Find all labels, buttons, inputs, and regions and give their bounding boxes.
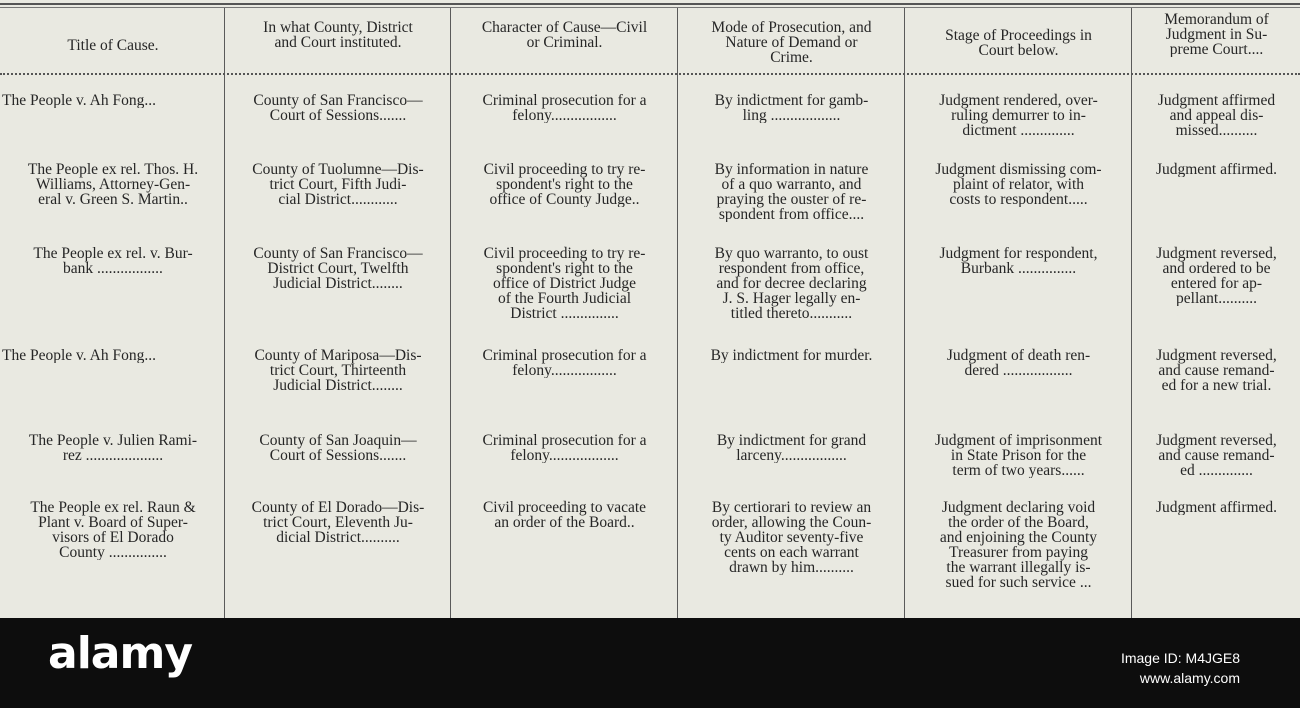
table-cell-mode: By quo warranto, to oust respondent from office, and for decree declaring J. S. Hager legally en- titled thereto........... — [714, 246, 869, 321]
column-divider — [1131, 8, 1132, 618]
table-cell-memorandum: Judgment reversed, and cause remand- ed .............. — [1156, 433, 1277, 478]
table-cell-county: County of San Joaquin— Court of Sessions....... — [259, 433, 417, 463]
table-cell-character: Civil proceeding to vacate an order of the Board.. — [482, 500, 647, 530]
table-cell-character: Criminal prosecution for a felony................. — [482, 93, 647, 123]
table-cell-mode: By indictment for gamb- ling .................. — [714, 93, 869, 123]
header-stage-of-proceedings: Stage of Proceedings in Court below. — [945, 28, 1092, 58]
alamy-logo[interactable]: alamy — [48, 628, 192, 679]
site-url-link[interactable]: www.alamy.com — [1139, 670, 1240, 686]
column-divider — [677, 8, 678, 618]
top-rule-thin — [0, 7, 1300, 8]
table-cell-stage: Judgment declaring void the order of the Board, and enjoining the County Treasurer from paying the warrant illegally is- sued for such service ... — [939, 500, 1098, 590]
table-cell-mode: By indictment for murder. — [710, 348, 873, 363]
column-divider — [904, 8, 905, 618]
table-cell-memorandum: Judgment reversed, and ordered to be entered for ap- pellant.......... — [1156, 246, 1277, 306]
table-cell-county: County of San Francisco— Court of Sessions....... — [253, 93, 423, 123]
table-cell-character: Civil proceeding to try re- spondent's right to the office of County Judge.. — [483, 162, 646, 207]
table-cell-title: The People ex rel. Thos. H. Williams, Attorney-Gen- eral v. Green S. Martin.. — [27, 162, 199, 207]
table-cell-character: Criminal prosecution for a felony................. — [482, 348, 647, 378]
table-cell-mode: By information in nature of a quo warranto, and praying the ouster of re- spondent from office.... — [714, 162, 869, 222]
column-divider — [450, 8, 451, 618]
header-mode-of-prosecution: Mode of Prosecution, and Nature of Demand or Crime. — [711, 20, 872, 65]
table-cell-title: The People ex rel. Raun & Plant v. Board of Super- visors of El Dorado County ............... — [30, 500, 196, 560]
table-cell-memorandum: Judgment affirmed and appeal dis- missed.......... — [1157, 93, 1276, 138]
table-cell-county: County of San Francisco— District Court, Twelfth Judicial District........ — [253, 246, 423, 291]
table-cell-stage: Judgment of imprisonment in State Prison for the term of two years...... — [934, 433, 1103, 478]
table-cell-character: Criminal prosecution for a felony.................. — [482, 433, 647, 463]
table-cell-stage: Judgment for respondent, Burbank ............... — [939, 246, 1098, 276]
stock-banner — [0, 618, 1300, 708]
header-character-of-cause: Character of Cause—Civil or Criminal. — [481, 20, 648, 50]
table-cell-mode: By certiorari to review an order, allowing the Coun- ty Auditor seventy-five cents on each warrant drawn by him.......... — [711, 500, 872, 575]
table-cell-memorandum: Judgment affirmed. — [1155, 500, 1278, 515]
header-memorandum-judgment: Memorandum of Judgment in Su- preme Court.... — [1164, 12, 1269, 57]
table-cell-stage: Judgment rendered, over- ruling demurrer to in- dictment .............. — [939, 93, 1098, 138]
table-cell-mode: By indictment for grand larceny................. — [716, 433, 867, 463]
table-cell-memorandum: Judgment affirmed. — [1155, 162, 1278, 177]
table-cell-stage: Judgment dismissing com- plaint of relator, with costs to respondent..... — [935, 162, 1102, 207]
table-cell-title: The People v. Ah Fong... — [2, 93, 156, 108]
top-rule — [0, 3, 1300, 5]
header-county-court: In what County, District and Court instituted. — [263, 20, 413, 50]
table-cell-stage: Judgment of death ren- dered .................. — [946, 348, 1091, 378]
header-title-of-cause: Title of Cause. — [67, 38, 159, 53]
table-cell-title: The People ex rel. v. Bur- bank ................. — [33, 246, 193, 276]
table-cell-county: County of Mariposa—Dis- trict Court, Thirteenth Judicial District........ — [254, 348, 422, 393]
table-cell-county: County of Tuolumne—Dis- trict Court, Fifth Judi- cial District............ — [252, 162, 424, 207]
table-cell-character: Civil proceeding to try re- spondent's right to the office of District Judge of the Fourth Judicial District ............... — [483, 246, 646, 321]
table-cell-title: The People v. Ah Fong... — [2, 348, 156, 363]
column-divider — [224, 8, 225, 618]
header-separator — [0, 73, 1300, 77]
image-id-label: Image ID: M4JGE8 — [1120, 650, 1240, 666]
table-cell-county: County of El Dorado—Dis- trict Court, Eleventh Ju- dicial District.......... — [251, 500, 425, 545]
table-cell-memorandum: Judgment reversed, and cause remand- ed for a new trial. — [1156, 348, 1277, 393]
table-cell-title: The People v. Julien Rami- rez .................... — [28, 433, 198, 463]
